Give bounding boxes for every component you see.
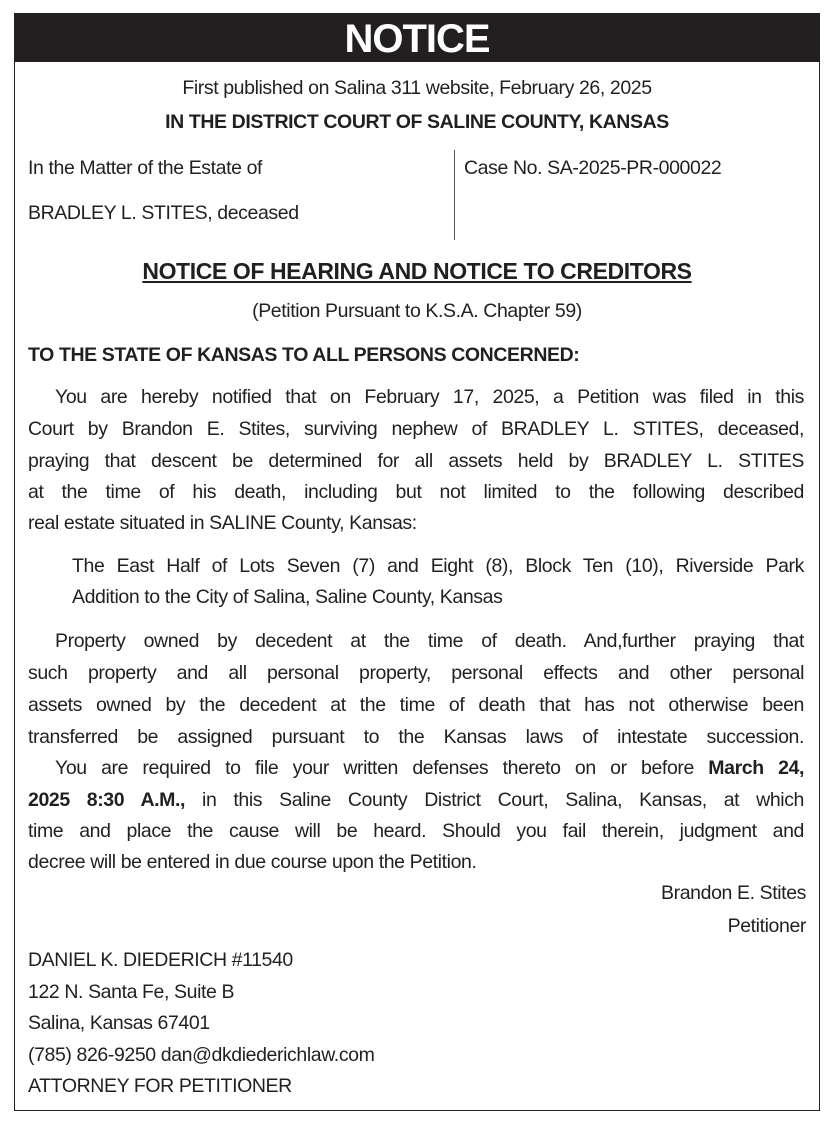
legal-description-line: Addition to the City of Salina, Saline County, Kansas [72, 586, 503, 608]
para1-line: You are hereby notified that on February 17, 2025, a Petition was filed in this [55, 386, 804, 408]
hearing-time: 2025 8:30 A.M., [28, 789, 186, 811]
attorney-city: Salina, Kansas 67401 [28, 1012, 210, 1034]
para3-line: time and place the cause will be heard. Should you fail therein, judgment and [28, 820, 804, 842]
attorney-title: ATTORNEY FOR PETITIONER [28, 1075, 292, 1097]
para1-line: at the time of his death, including but not limited to the following described [28, 481, 804, 503]
attorney-contact: (785) 826-9250 dan@dkdiederichlaw.com [28, 1044, 375, 1066]
para3-text: You are required to file your written defenses thereto on or before [55, 757, 709, 779]
court-name: IN THE DISTRICT COURT OF SALINE COUNTY, KANSAS [165, 111, 669, 133]
case-number: Case No. SA-2025-PR-000022 [464, 157, 722, 179]
salutation: TO THE STATE OF KANSAS TO ALL PERSONS CONCERNED: [28, 344, 580, 366]
para2-line: transferred be assigned pursuant to the Kansas laws of intestate succession. [28, 726, 804, 748]
para1-line: Court by Brandon E. Stites, surviving nephew of BRADLEY L. STITES, deceased, [28, 418, 804, 440]
legal-description-line: The East Half of Lots Seven (7) and Eight (8), Block Ten (10), Riverside Park [72, 555, 804, 577]
decedent-name: BRADLEY L. STITES, deceased [28, 202, 299, 224]
para3-line [28, 788, 804, 812]
published-line: First published on Salina 311 website, February 26, 2025 [182, 77, 652, 99]
petitioner-name: Brandon E. Stites [661, 882, 806, 904]
para2-line: assets owned by the decedent at the time of death that has not otherwise been [28, 694, 804, 716]
notice-subheading: (Petition Pursuant to K.S.A. Chapter 59) [252, 300, 582, 322]
para1-line: real estate situated in SALINE County, Kansas: [28, 512, 417, 534]
para2-line: Property owned by decedent at the time of death. And,further praying that [55, 630, 804, 652]
attorney-name: DANIEL K. DIEDERICH #11540 [28, 949, 293, 971]
caption-divider [454, 150, 455, 240]
attorney-address: 122 N. Santa Fe, Suite B [28, 981, 235, 1003]
notice-title: NOTICE [14, 13, 820, 62]
para3-text: in this Saline County District Court, Salina, Kansas, at which [185, 789, 804, 811]
estate-matter: In the Matter of the Estate of [28, 157, 263, 179]
para3-line: decree will be entered in due course upon the Petition. [28, 851, 477, 873]
para3-line [28, 756, 804, 780]
para2-line: such property and all personal property, personal effects and other personal [28, 662, 804, 684]
petitioner-role: Petitioner [727, 915, 806, 937]
hearing-date: March 24, [708, 757, 804, 779]
para1-line: praying that descent be determined for all assets held by BRADLEY L. STITES [28, 450, 804, 472]
notice-heading: NOTICE OF HEARING AND NOTICE TO CREDITORS [142, 258, 692, 284]
